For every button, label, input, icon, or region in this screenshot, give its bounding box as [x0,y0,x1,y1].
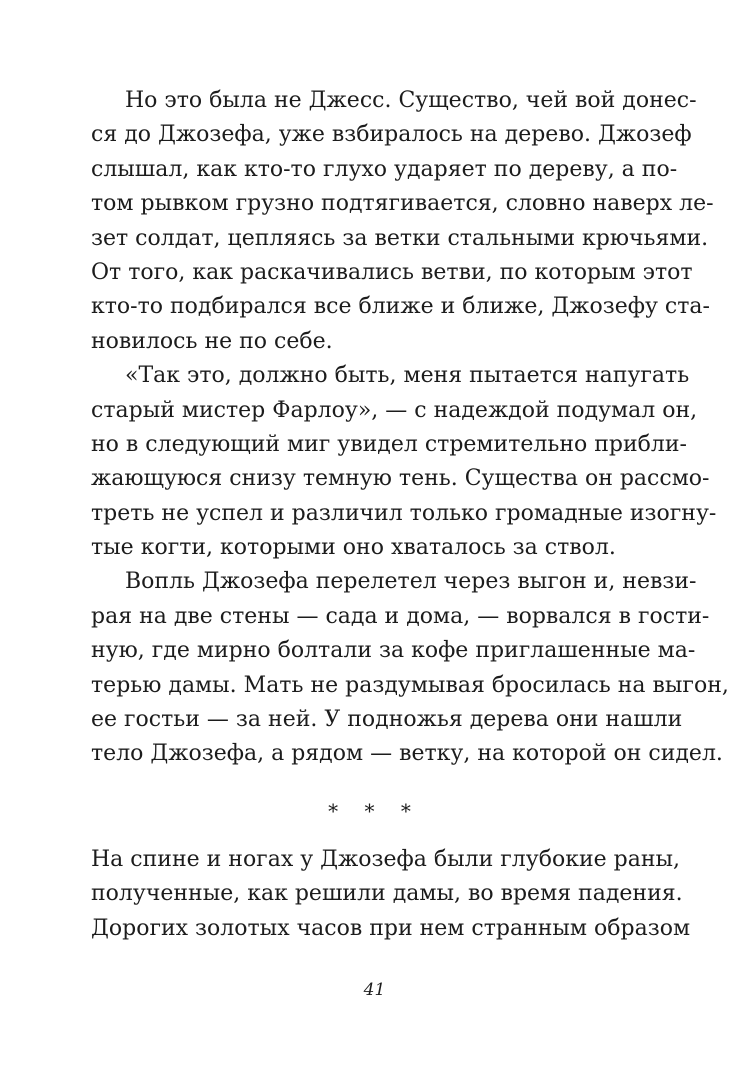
main-text [91,84,729,772]
text-line: тело Джозефа, а рядом — ветку, на которой он сидел. [91,741,723,767]
text-line: рая на две стены — сада и дома, — ворвался в гости- [91,603,710,629]
text-line: Вопль Джозефа перелетел через выгон и, невзи- [125,569,697,595]
text-line: ся до Джозефа, уже взбиралось на дерево. Джозеф [91,122,692,148]
text-line: кто-то подбирался все ближе и ближе, Джозефу ста- [91,294,710,320]
text-line: слышал, как кто-то глухо ударяет по дереву, а по- [91,156,678,182]
text-line: тые когти, которыми оно хваталось за ствол. [91,535,616,561]
text-line: новилось не по себе. [91,328,333,354]
text-line: На спине и ногах у Джозефа были глубокие раны, [91,847,680,872]
text-line: том рывком грузно подтягивается, словно наверх ле- [91,191,714,217]
page-number: 41 [363,980,386,1000]
text-line: ную, где мирно болтали за кофе приглашенные ма- [91,638,696,664]
text-line: жающуюся снизу темную тень. Существа он рассмо- [91,466,710,492]
text-line: От того, как раскачивались ветви, по которым этот [91,259,693,285]
section-text [91,843,691,946]
text-line: «Так это, должно быть, меня пытается напугать [125,363,690,389]
section-separator: * * * [328,799,421,823]
text-line: зет солдат, цепляясь за ветки стальными крючьями. [91,225,709,251]
text-line: но в следующий миг увидел стремительно прибли- [91,431,687,457]
text-line: терью дамы. Мать не раздумывая бросилась на выгон, [91,672,729,698]
text-line: полученные, как решили дамы, во время падения. [91,881,683,907]
text-line: старый мистер Фарлоу», — с надеждой подумал он, [91,397,698,423]
text-line: Но это была не Джесс. Существо, чей вой донес- [125,88,697,113]
text-line: треть не успел и различил только громадные изогну- [91,500,717,526]
text-line: Дорогих золотых часов при нем странным образом [91,915,691,941]
text-line: ее гостьи — за ней. У подножья дерева они нашли [91,707,683,733]
